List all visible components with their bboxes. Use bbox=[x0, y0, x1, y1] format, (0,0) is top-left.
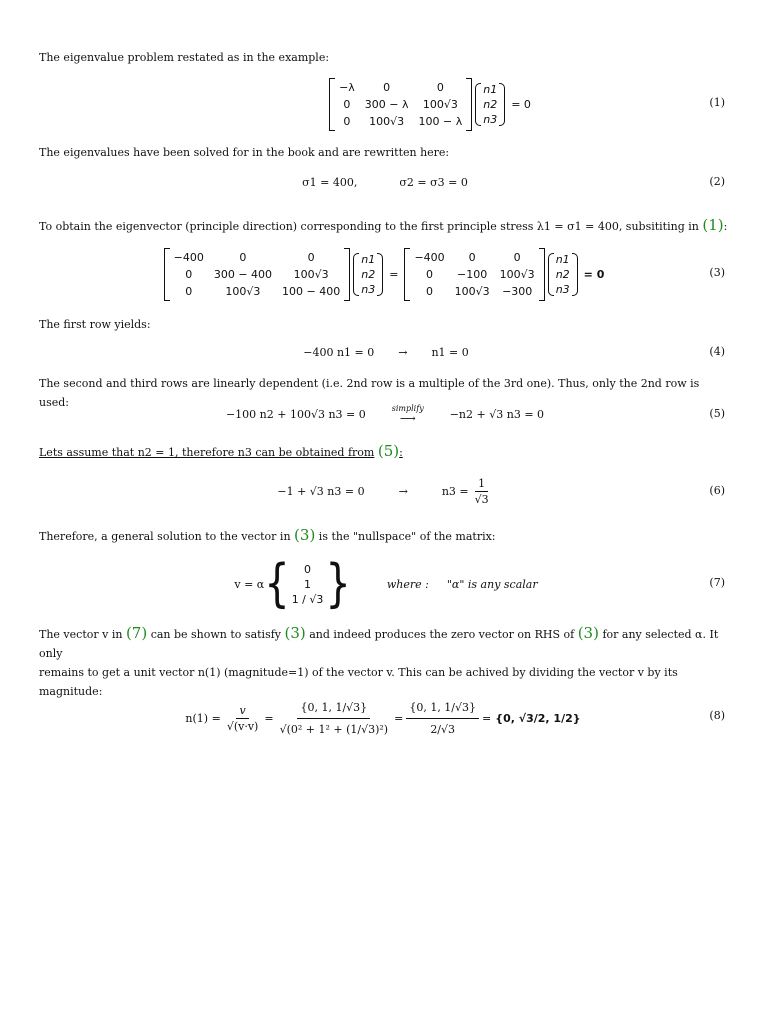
matrix-cell: 300 − λ bbox=[364, 97, 409, 111]
paragraph-text: The second and third rows are linearly dependent (i.e. 2nd row is a multiple of the 3rd one). Thus, only the 2nd row is used: bbox=[39, 377, 700, 409]
matrix-cell: 100√3 bbox=[293, 267, 329, 281]
equation-number: (4) bbox=[709, 345, 725, 358]
equation-reference-link[interactable]: (3) bbox=[294, 526, 316, 544]
fraction-vector-over-magnitude bbox=[277, 701, 392, 736]
fraction-simplified bbox=[406, 701, 479, 736]
paragraph-text: can be shown to satisfy bbox=[150, 628, 281, 641]
fraction-denominator: √(0² + 1² + (1/√3)²) bbox=[279, 722, 389, 736]
matrix-cell: 0 bbox=[185, 267, 193, 281]
matrix-cell: 0 bbox=[383, 80, 391, 94]
equation-number: (5) bbox=[709, 407, 725, 420]
long-arrow-icon: ⟶ bbox=[399, 412, 416, 425]
arrow-label: simplify bbox=[391, 404, 424, 413]
fraction-numerator: 1 bbox=[475, 477, 488, 492]
matrix-cell: −λ bbox=[339, 80, 355, 94]
vector-cell: 1 bbox=[304, 577, 312, 591]
fraction-denominator: √(v·v) bbox=[226, 719, 259, 733]
equation-7 bbox=[0, 554, 768, 614]
left-brace-icon: { bbox=[264, 554, 290, 614]
equation-reference-link[interactable]: (7) bbox=[125, 624, 148, 642]
equation-term: σ2 = σ3 = 0 bbox=[399, 175, 468, 189]
equation-5 bbox=[0, 400, 768, 428]
paragraph-text: To obtain the eigenvector (principle direction) corresponding to the first principle stress λ1 = σ1 = 400, subsititing in bbox=[39, 220, 699, 233]
matrix-cell: 0 bbox=[343, 114, 351, 128]
vector-cell: 0 bbox=[304, 562, 312, 576]
equation-reference-link[interactable]: (1) bbox=[702, 216, 724, 234]
equation-term: n(1) = bbox=[185, 711, 221, 725]
fraction-numerator: {0, 1, 1/√3} bbox=[297, 701, 370, 719]
vector-cell: n3 bbox=[483, 112, 498, 126]
vector-cell: 1 / √3 bbox=[291, 592, 324, 606]
equals-sign: = bbox=[264, 711, 274, 725]
equation-number: (6) bbox=[709, 484, 725, 497]
equation-term: v = α bbox=[234, 577, 265, 591]
fraction bbox=[472, 477, 492, 506]
matrix-cell: 100√3 bbox=[499, 267, 535, 281]
unit-vector-result: {0, √3/2, 1/2} bbox=[495, 711, 581, 725]
vector-n-eq1 bbox=[475, 83, 505, 126]
paragraph-eigenvalues bbox=[39, 143, 729, 162]
scalar-note: "α" is any scalar bbox=[446, 577, 538, 591]
equation-term: −400 n1 = 0 bbox=[303, 345, 375, 359]
equation-1 bbox=[0, 76, 768, 132]
equation-term: −n2 + √3 n3 = 0 bbox=[449, 407, 545, 421]
equation-term: σ1 = 400, bbox=[302, 175, 358, 189]
equation-number: (1) bbox=[709, 96, 725, 109]
equation-number: (7) bbox=[709, 576, 725, 589]
fraction-v-over-norm bbox=[224, 704, 262, 733]
equation-reference-link[interactable]: (3) bbox=[284, 624, 306, 642]
equation-8 bbox=[0, 672, 768, 764]
fraction-numerator: v bbox=[236, 704, 248, 719]
vector-n-eq3-b bbox=[548, 253, 578, 296]
matrix-cell: 300 − 400 bbox=[213, 267, 273, 281]
matrix-cell: 0 bbox=[468, 250, 476, 264]
paragraph-text: is the "nullspace" of the matrix: bbox=[318, 530, 496, 543]
matrix-cell: 0 bbox=[426, 267, 434, 281]
nullspace-vector bbox=[290, 563, 326, 606]
equals-sign: = bbox=[394, 711, 404, 725]
equation-4 bbox=[0, 342, 768, 362]
fraction-denominator: 2/√3 bbox=[430, 722, 456, 736]
matrix-cell: 0 bbox=[185, 284, 193, 298]
matrix-cell: −400 bbox=[173, 250, 204, 264]
paragraph-text: The eigenvalues have been solved for in the book and are rewritten here: bbox=[39, 146, 450, 159]
matrix-cell: 100 − λ bbox=[418, 114, 463, 128]
matrix-cell: 100 − 400 bbox=[282, 284, 341, 298]
implies-arrow: → bbox=[398, 345, 408, 359]
vector-n-eq3-a bbox=[353, 253, 383, 296]
vector-cell: n2 bbox=[555, 267, 570, 281]
paragraph-substitute bbox=[39, 216, 729, 236]
paragraph-text: for any selected α. It only bbox=[39, 628, 719, 660]
matrix-cell: 100√3 bbox=[225, 284, 261, 298]
matrix-cell: 100√3 bbox=[422, 97, 458, 111]
paragraph-text: Therefore, a general solution to the vector in bbox=[39, 530, 291, 543]
matrix-cell: 0 bbox=[513, 250, 521, 264]
paragraph-text: and indeed produces the zero vector on RHS of bbox=[309, 628, 575, 641]
paragraph-general-solution bbox=[39, 526, 729, 546]
right-brace-icon: } bbox=[325, 554, 351, 614]
equation-number: (2) bbox=[709, 175, 725, 188]
vector-cell: n1 bbox=[483, 82, 498, 96]
vector-cell: n3 bbox=[555, 282, 570, 296]
simplify-arrow bbox=[392, 404, 424, 424]
equation-number: (8) bbox=[709, 709, 725, 722]
equation-term: −100 n2 + 100√3 n3 = 0 bbox=[225, 407, 366, 421]
matrix-cell: −300 bbox=[502, 284, 533, 298]
matrix-eq1 bbox=[329, 78, 472, 131]
paragraph-intro bbox=[39, 48, 729, 67]
fraction-numerator: {0, 1, 1/√3} bbox=[406, 701, 479, 719]
equation-term: −1 + √3 n3 = 0 bbox=[277, 484, 365, 498]
equals-sign: = bbox=[482, 711, 492, 725]
vector-cell: n2 bbox=[361, 267, 376, 281]
matrix-cell: 0 bbox=[307, 250, 315, 264]
paragraph-text: : bbox=[399, 446, 403, 459]
vector-cell: n1 bbox=[555, 252, 570, 266]
vector-cell: n1 bbox=[361, 252, 376, 266]
equals-sign: = bbox=[389, 267, 399, 281]
paragraph-first-row bbox=[39, 315, 729, 334]
implies-arrow: → bbox=[398, 484, 408, 498]
matrix-cell: 100√3 bbox=[369, 114, 405, 128]
matrix-cell: 0 bbox=[436, 80, 444, 94]
equation-3 bbox=[0, 244, 768, 304]
matrix-eq3-a bbox=[164, 248, 351, 301]
equation-2 bbox=[0, 172, 768, 192]
matrix-cell: 100√3 bbox=[454, 284, 490, 298]
paragraph-text: The eigenvalue problem restated as in the example: bbox=[39, 51, 330, 64]
paragraph-text: Lets assume that n2 = 1, therefore n3 can be obtained from bbox=[39, 446, 375, 459]
matrix-eq3-b bbox=[404, 248, 544, 301]
where-label: where : bbox=[386, 577, 429, 591]
vector-cell: n2 bbox=[483, 97, 498, 111]
paragraph-text: The first row yields: bbox=[39, 318, 151, 331]
equation-rhs: = 0 bbox=[511, 97, 531, 111]
matrix-cell: −100 bbox=[457, 267, 488, 281]
matrix-cell: 0 bbox=[239, 250, 247, 264]
matrix-cell: 0 bbox=[343, 97, 351, 111]
paragraph-text: remains to get a unit vector n(1) (magnitude=1) of the vector v. This can be achived by dividing the vector v by its magnitude: bbox=[39, 666, 678, 698]
equation-term: n1 = 0 bbox=[431, 345, 469, 359]
paragraph-text: The vector v in bbox=[39, 628, 123, 641]
fraction-denominator: √3 bbox=[474, 492, 489, 506]
paragraph-text: : bbox=[723, 220, 728, 233]
equation-rhs: = 0 bbox=[583, 267, 605, 281]
equation-6 bbox=[0, 470, 768, 512]
equation-reference-link[interactable]: (3) bbox=[577, 624, 599, 642]
matrix-cell: 0 bbox=[426, 284, 434, 298]
equation-number: (3) bbox=[709, 266, 725, 279]
paragraph-assumption bbox=[39, 442, 729, 462]
equation-reference-link[interactable]: (5) bbox=[377, 442, 400, 460]
matrix-cell: −400 bbox=[414, 250, 445, 264]
equation-term: n3 = bbox=[441, 484, 469, 498]
vector-cell: n3 bbox=[361, 282, 376, 296]
